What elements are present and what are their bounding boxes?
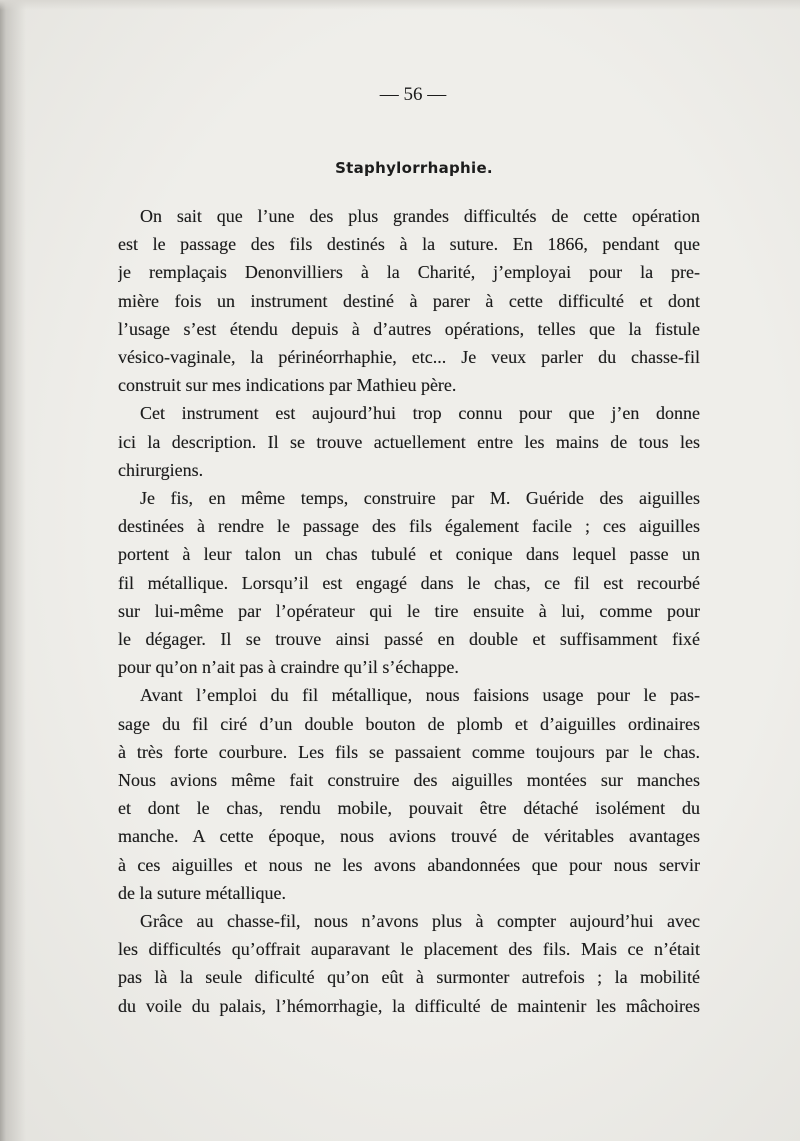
section-heading: Staphylorrhaphie. <box>335 159 493 177</box>
text-line: chirurgiens. <box>118 459 204 480</box>
text-line: du voile du palais, l’hémorrhagie, la difficulté de maintenir les mâchoires <box>118 995 700 1016</box>
text-line: sage du fil ciré d’un double bouton de plomb et d’aiguilles ordinaires <box>118 713 700 734</box>
text-line: ici la description. Il se trouve actuellement entre les mains de tous les <box>118 431 700 452</box>
top-edge-shadow <box>0 0 800 10</box>
page-number: — 56 — <box>379 84 447 105</box>
text-line: Je fis, en même temps, construire par M. Guéride des aiguilles <box>140 488 700 509</box>
text-line: vésico-vaginale, la périnéorrhaphie, etc... Je veux parler du chasse-fil <box>118 347 700 368</box>
text-line: sur lui-même par l’opérateur qui le tire ensuite à lui, comme pour <box>118 600 700 621</box>
paragraph-1 <box>118 202 700 399</box>
body-text <box>118 202 700 1020</box>
text-line: On sait que l’une des plus grandes difficultés de cette opération <box>140 206 700 226</box>
text-line: Cet instrument est aujourd’hui trop connu pour que j’en donne <box>140 403 700 424</box>
text-line: fil métallique. Lorsqu’il est engagé dans le chas, ce fil est recourbé <box>118 572 700 593</box>
gutter-shadow <box>0 0 26 1141</box>
text-line: le dégager. Il se trouve ainsi passé en double et suffisamment fixé <box>118 629 700 650</box>
text-line: pas là la seule dificulté qu’on eût à surmonter autrefois ; la mobilité <box>118 967 700 988</box>
text-line: je remplaçais Denonvilliers à la Charité, j’employai pour la pre- <box>118 262 700 283</box>
text-line: et dont le chas, rendu mobile, pouvait être détaché isolément du <box>118 798 700 819</box>
text-line: construit sur mes indications par Mathieu père. <box>118 375 457 396</box>
text-line: à ces aiguilles et nous ne les avons abandonnées que pour nous servir <box>118 854 700 875</box>
text-line: est le passage des fils destinés à la suture. En 1866, pendant que <box>118 234 700 255</box>
text-line: Avant l’emploi du fil métallique, nous faisions usage pour le pas- <box>140 685 700 706</box>
text-line: manche. A cette époque, nous avions trouvé de véritables avantages <box>118 826 700 847</box>
paragraph-3 <box>118 484 700 681</box>
text-line: de la suture métallique. <box>118 882 286 903</box>
text-line: les difficultés qu’offrait auparavant le placement des fils. Mais ce n’était <box>118 939 700 960</box>
text-line: pour qu’on n’ait pas à craindre qu’il s’échappe. <box>118 657 459 678</box>
text-line: mière fois un instrument destiné à parer à cette difficulté et dont <box>118 290 700 311</box>
paragraph-5 <box>118 907 700 1020</box>
paragraph-2 <box>118 399 700 484</box>
text-line: à très forte courbure. Les fils se passaient comme toujours par le chas. <box>118 741 700 762</box>
text-line: destinées à rendre le passage des fils également facile ; ces aiguilles <box>118 516 700 537</box>
text-line: l’usage s’est étendu depuis à d’autres opérations, telles que la fistule <box>118 318 700 339</box>
text-line: Nous avions même fait construire des aiguilles montées sur manches <box>118 770 700 791</box>
text-line: portent à leur talon un chas tubulé et conique dans lequel passe un <box>118 544 700 565</box>
text-line: Grâce au chasse-fil, nous n’avons plus à compter aujourd’hui avec <box>140 911 700 932</box>
paragraph-4 <box>118 681 700 907</box>
